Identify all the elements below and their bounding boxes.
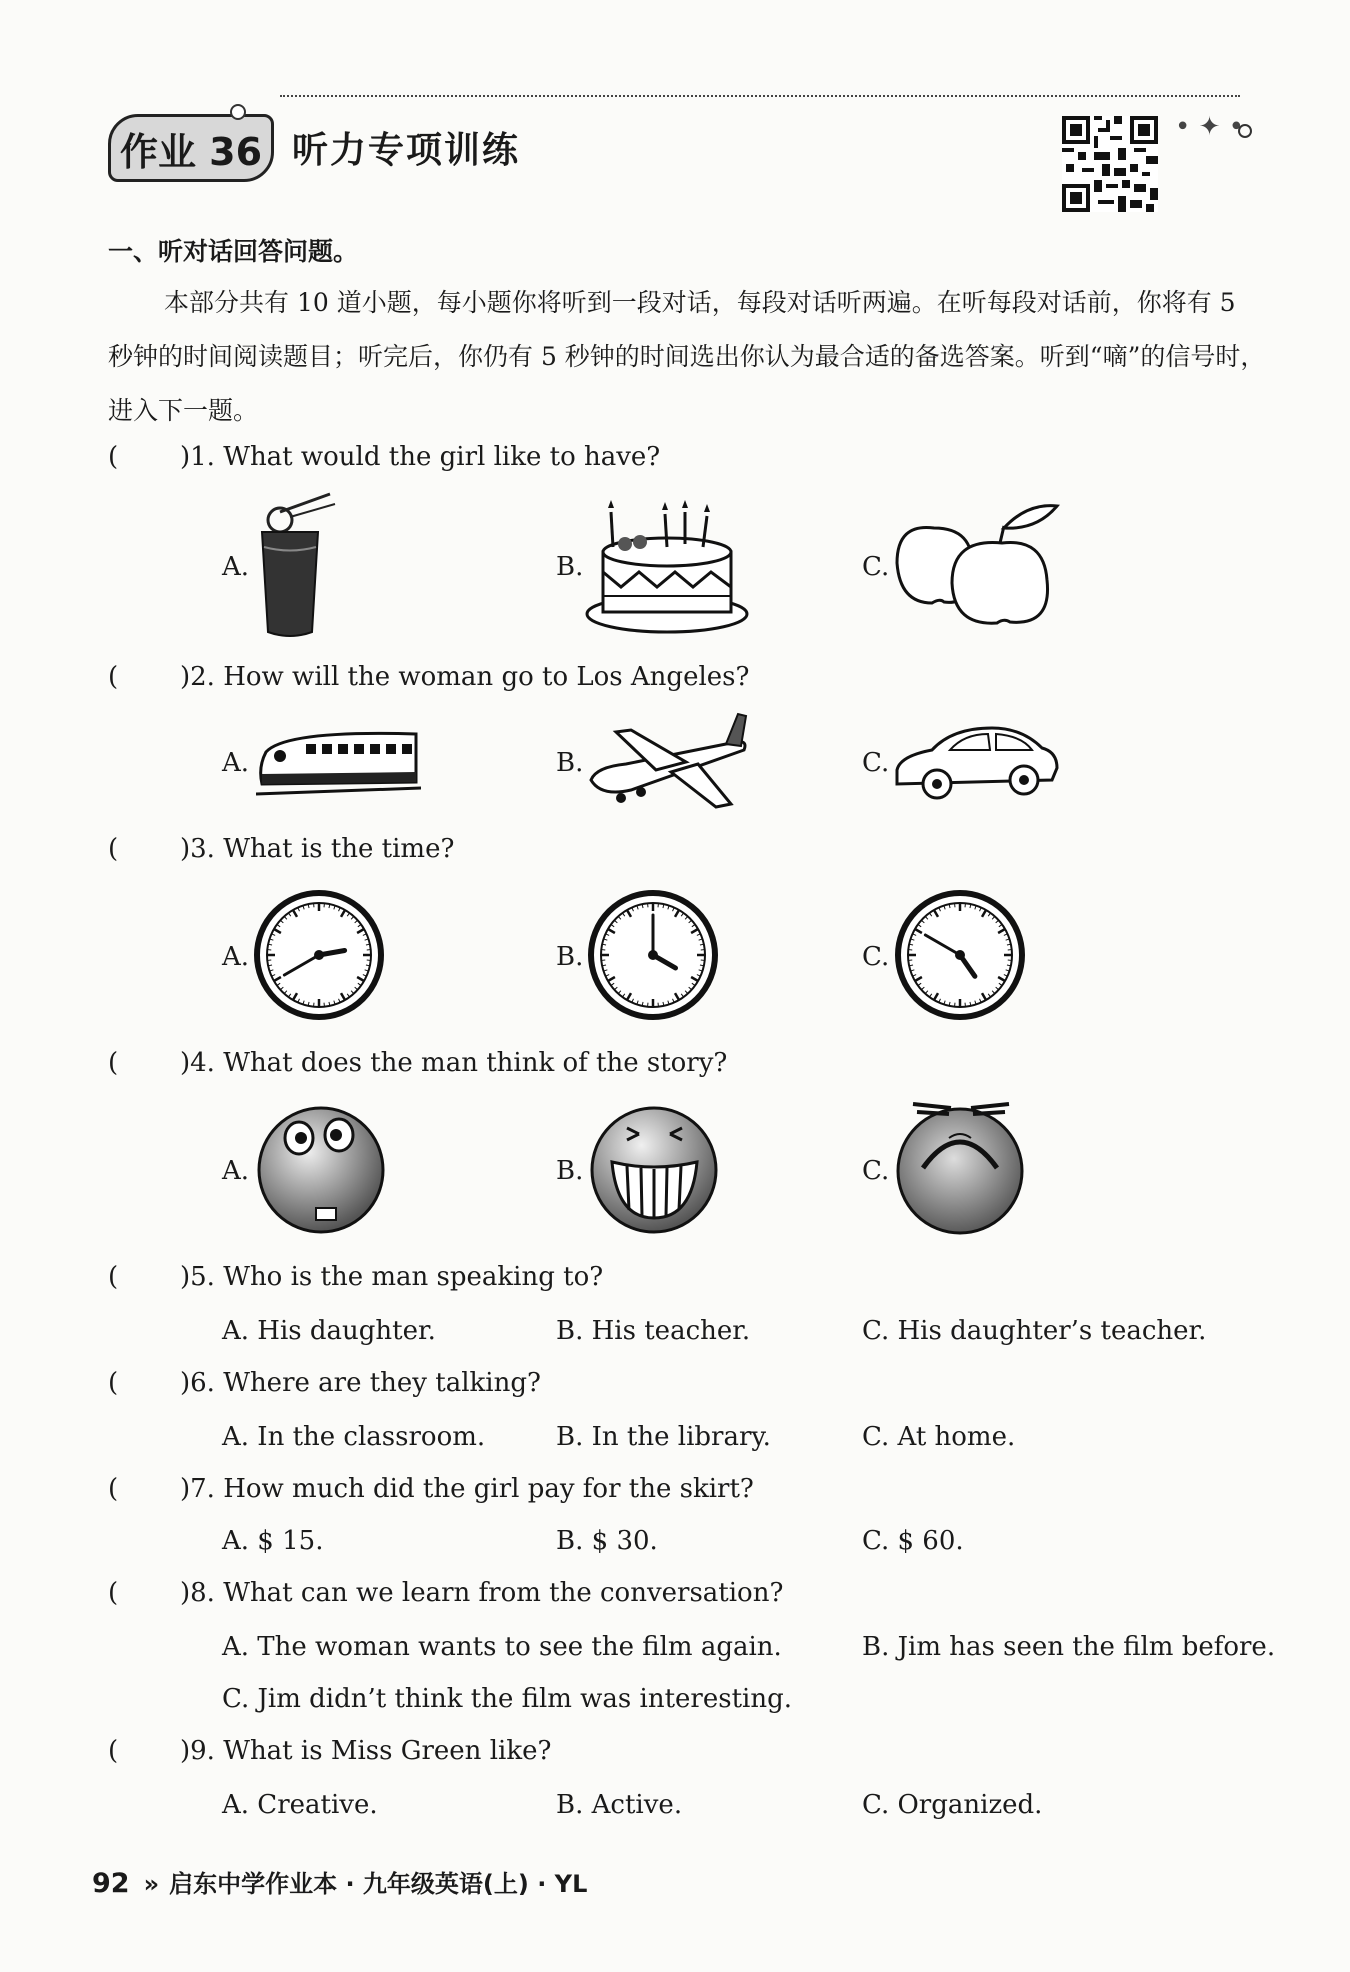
apples-icon[interactable]: [892, 498, 1062, 628]
question-text: )8. What can we learn from the conversation?: [180, 1578, 784, 1608]
answer-blank[interactable]: (: [108, 1368, 119, 1398]
option-a[interactable]: A. His daughter.: [222, 1316, 436, 1346]
answer-blank[interactable]: (: [108, 834, 119, 864]
question-3: [108, 834, 454, 864]
double-chevron-icon: »: [143, 1870, 160, 1898]
question-1: [108, 442, 660, 472]
book-title: 启东中学作业本 · 九年级英语(上) · YL: [169, 1870, 588, 1898]
option-label: C.: [862, 748, 890, 778]
page-title: 听力专项训练: [292, 130, 521, 171]
qr-code-icon[interactable]: [1062, 115, 1158, 213]
answer-blank[interactable]: (: [108, 1048, 119, 1078]
question-6: [108, 1368, 541, 1398]
option-b[interactable]: B. His teacher.: [556, 1316, 751, 1346]
option-label: A.: [222, 552, 250, 582]
clock-icon[interactable]: [586, 888, 721, 1023]
airplane-icon[interactable]: [586, 712, 751, 812]
option-b[interactable]: B. $ 30.: [556, 1526, 658, 1556]
question-9: [108, 1736, 551, 1766]
option-label: C.: [862, 1156, 890, 1186]
option-label: A.: [222, 1156, 250, 1186]
question-text: )4. What does the man think of the story?: [180, 1048, 728, 1078]
badge-ring-icon: [230, 104, 246, 120]
header-dotted-line: [280, 95, 1240, 97]
laughing-face-icon[interactable]: [587, 1100, 722, 1235]
option-label: B.: [556, 552, 584, 582]
section-instructions: 本部分共有 10 道小题，每小题你将听到一段对话，每段对话听两遍。在听每段对话前，你将有 5 秒钟的时间阅读题目；听完后，你仍有 5 秒钟的时间选出你认为最合适的备选答案。听到“嘀”的信号时，进入下一题。: [108, 288, 1266, 425]
question-4: [108, 1048, 727, 1078]
sad-face-icon[interactable]: [893, 1096, 1028, 1236]
question-7: [108, 1474, 754, 1504]
option-a[interactable]: A. The woman wants to see the film again.: [222, 1632, 782, 1662]
option-c[interactable]: C. Jim didn’t think the film was interesting.: [222, 1684, 793, 1714]
answer-blank[interactable]: (: [108, 662, 119, 692]
option-label: A.: [222, 942, 250, 972]
answer-blank[interactable]: (: [108, 1262, 119, 1292]
option-label: B.: [556, 942, 584, 972]
option-label: A.: [222, 748, 250, 778]
clock-icon[interactable]: [893, 888, 1028, 1023]
answer-blank[interactable]: (: [108, 1736, 119, 1766]
birthday-cake-icon[interactable]: [585, 492, 750, 637]
question-8: [108, 1578, 783, 1608]
question-text: )2. How will the woman go to Los Angeles?: [180, 662, 750, 692]
page-footer: [92, 1864, 587, 1899]
question-5: [108, 1262, 603, 1292]
clock-icon[interactable]: [252, 888, 387, 1023]
option-a[interactable]: A. In the classroom.: [222, 1422, 486, 1452]
surprised-face-icon[interactable]: [254, 1100, 389, 1235]
option-b[interactable]: B. In the library.: [556, 1422, 771, 1452]
train-icon[interactable]: [256, 722, 421, 802]
option-label: C.: [862, 942, 890, 972]
option-a[interactable]: A. Creative.: [222, 1790, 378, 1820]
option-c[interactable]: C. $ 60.: [862, 1526, 964, 1556]
option-label: C.: [862, 552, 890, 582]
page-number: 92: [92, 1868, 130, 1899]
option-b[interactable]: B. Active.: [556, 1790, 683, 1820]
answer-blank[interactable]: (: [108, 442, 119, 472]
question-text: )6. Where are they talking?: [180, 1368, 541, 1398]
option-label: B.: [556, 748, 584, 778]
question-text: )1. What would the girl like to have?: [180, 442, 661, 472]
question-text: )3. What is the time?: [180, 834, 455, 864]
option-c[interactable]: C. His daughter’s teacher.: [862, 1316, 1207, 1346]
car-icon[interactable]: [892, 718, 1062, 803]
question-text: )9. What is Miss Green like?: [180, 1736, 552, 1766]
option-c[interactable]: C. Organized.: [862, 1790, 1043, 1820]
sparkle-icon: • ✦ •: [1175, 112, 1244, 142]
deco-ring-icon: [1238, 124, 1252, 138]
question-text: )5. Who is the man speaking to?: [180, 1262, 604, 1292]
section-heading: 一、听对话回答问题。: [108, 237, 359, 266]
option-a[interactable]: A. $ 15.: [222, 1526, 324, 1556]
option-label: B.: [556, 1156, 584, 1186]
answer-blank[interactable]: (: [108, 1578, 119, 1608]
question-2: [108, 662, 749, 692]
homework-badge: 作业 36: [108, 114, 274, 182]
option-c[interactable]: C. At home.: [862, 1422, 1016, 1452]
option-b[interactable]: B. Jim has seen the film before.: [862, 1632, 1276, 1662]
question-text: )7. How much did the girl pay for the skirt?: [180, 1474, 754, 1504]
drink-icon[interactable]: [250, 492, 340, 642]
answer-blank[interactable]: (: [108, 1474, 119, 1504]
